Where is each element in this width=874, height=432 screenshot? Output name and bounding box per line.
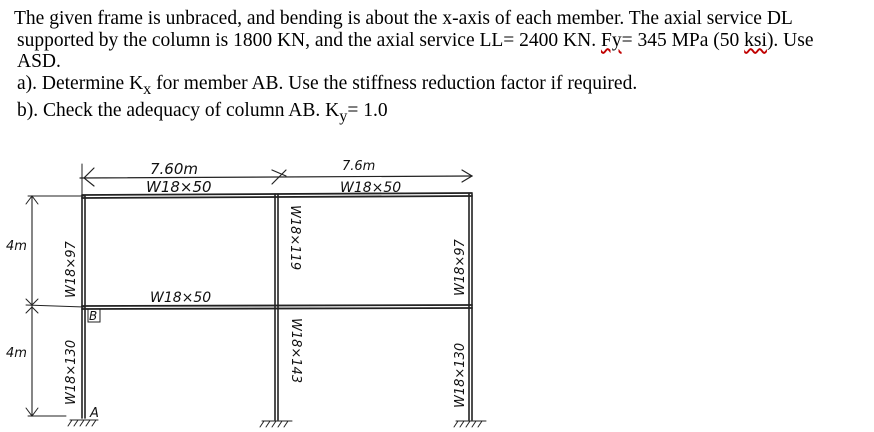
story-height-top-label: 4m — [6, 239, 27, 254]
span-arrow-left — [84, 168, 94, 186]
beam-top-inner — [82, 196, 472, 198]
span-dimension-line — [80, 176, 472, 178]
beam-middle-inner — [82, 308, 472, 309]
part-a-text-b: for member AB. Use the stiffness reduction factor if required. — [151, 72, 638, 94]
col-left-top-label: W18×97 — [64, 241, 79, 298]
col-mid-bottom-label: W18×143 — [288, 318, 303, 384]
node-b-label: B — [89, 309, 98, 323]
problem-line-1: The given frame is unbraced, and bending is about the x-axis of each member. The axial service DL — [14, 8, 793, 29]
beam-top — [82, 193, 472, 195]
col-left-bottom-label: W18×130 — [64, 339, 79, 405]
fy-symbol: Fy — [600, 29, 622, 51]
story-height-bottom-label: 4m — [6, 346, 27, 361]
height-ext-mid — [26, 305, 84, 307]
beam-mid-left-label: W18×50 — [150, 290, 212, 306]
beam-top-right-label: W18×50 — [340, 180, 402, 196]
part-b-subscript: y — [339, 106, 348, 125]
part-a-text: a). Determine K — [17, 72, 144, 94]
problem-line-2-text-c: ). Use — [766, 29, 814, 51]
col-right-top-label: W18×97 — [453, 239, 468, 296]
ksi-unit: ksi — [744, 29, 767, 51]
problem-line-2-text-b: = 345 MPa (50 — [621, 29, 745, 51]
part-a-subscript: x — [143, 79, 152, 98]
col-right-bottom-label: W18×130 — [453, 342, 468, 408]
support-mid-hatch — [260, 421, 288, 427]
span-left-label: 7.60m — [150, 160, 199, 178]
span-right-label: 7.6m — [342, 159, 376, 174]
beam-middle — [82, 305, 472, 306]
col-mid-top-label: W18×119 — [287, 205, 302, 271]
support-right-hatch — [454, 421, 482, 427]
part-b-text: b). Check the adequacy of column AB. K — [17, 99, 340, 121]
node-a-label: A — [90, 406, 99, 421]
part-b-text-b: = 1.0 — [347, 99, 388, 121]
beam-top-left-label: W18×50 — [146, 178, 212, 196]
problem-line-2-text: supported by the column is 1800 KN, and the axial service LL= 2400 KN. — [17, 29, 601, 51]
problem-line-3: ASD. — [17, 51, 61, 72]
